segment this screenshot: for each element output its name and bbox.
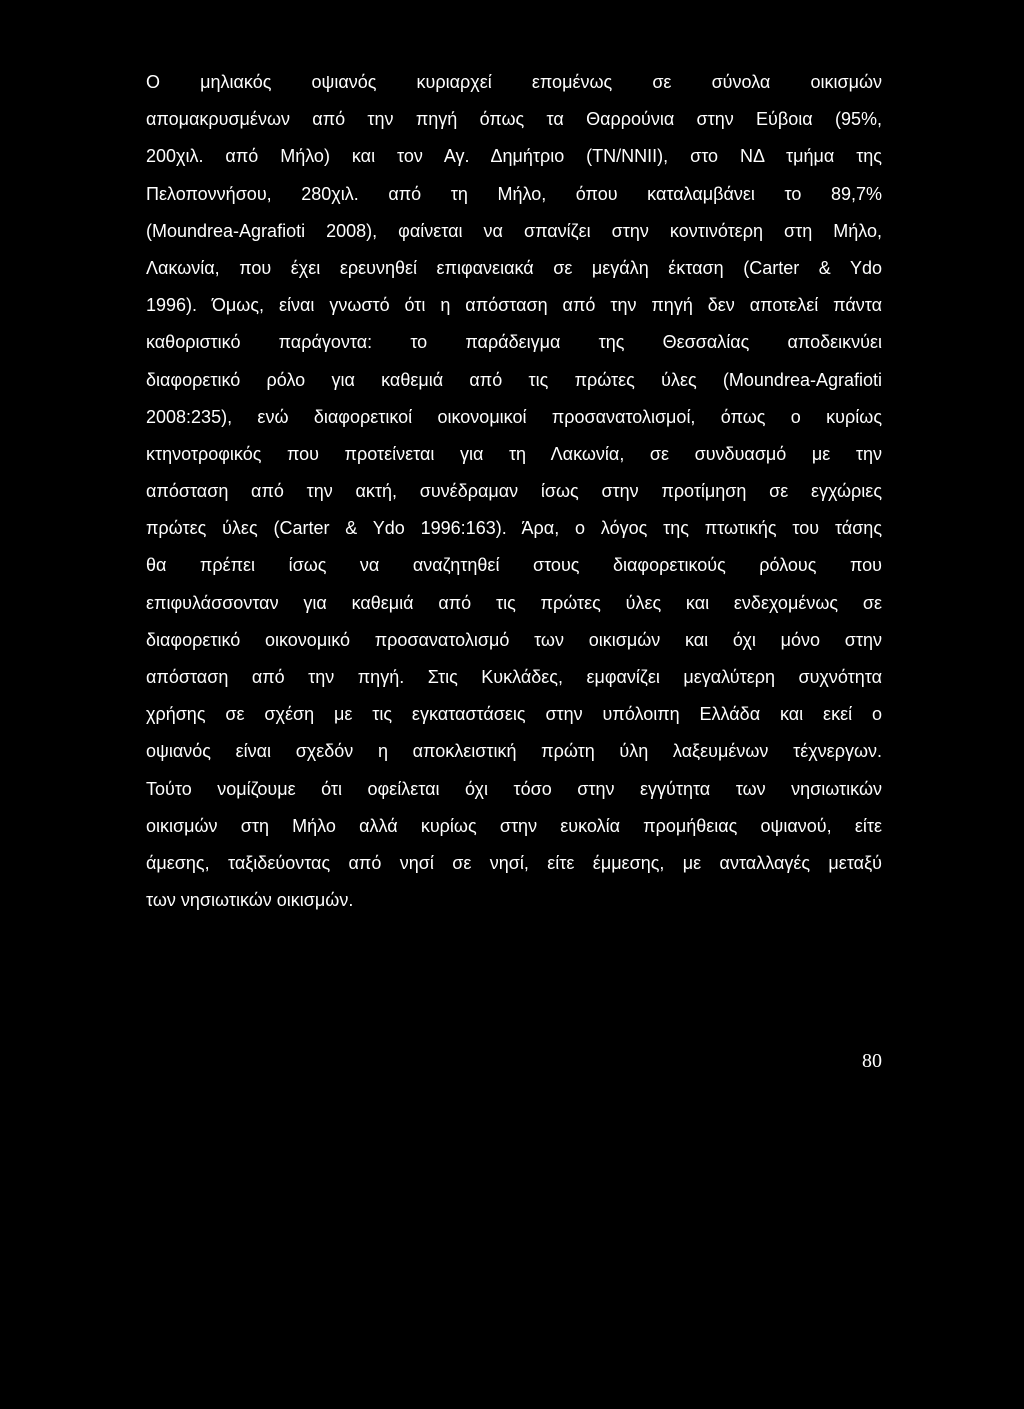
text-line: διαφορετικό οικονομικό προσανατολισμό των οικισμών και όχι μόνο στην xyxy=(146,629,882,650)
text-line: άμεσης, ταξιδεύοντας από νησί σε νησί, είτε έμμεσης, με ανταλλαγές μεταξύ xyxy=(146,852,882,873)
text-line: Λακωνία, που έχει ερευνηθεί επιφανειακά σε μεγάλη έκταση (Carter & Ydo xyxy=(146,257,882,278)
text-line: 200χιλ. από Μήλο) και τον Αγ. Δημήτριο (ΤΝ/ΝΝΙΙ), στο ΝΔ τμήμα της xyxy=(146,146,882,167)
text-line: απόσταση από την ακτή, συνέδραμαν ίσως στην προτίμηση σε εγχώριες xyxy=(146,481,882,502)
text-line: κτηνοτροφικός που προτείνεται για τη Λακωνία, σε συνδυασμό με την xyxy=(146,443,882,464)
text-line: χρήσης σε σχέση με τις εγκαταστάσεις στην υπόλοιπη Ελλάδα και εκεί ο xyxy=(146,704,882,725)
page-number: 80 xyxy=(862,1050,882,1072)
text-line: Πελοποννήσου, 280χιλ. από τη Μήλο, όπου καταλαμβάνει το 89,7% xyxy=(146,183,882,204)
text-line: Τούτο νομίζουμε ότι οφείλεται όχι τόσο στην εγγύτητα των νησιωτικών xyxy=(146,778,882,799)
text-line: (Moundrea-Agrafioti 2008), φαίνεται να σπανίζει στην κοντινότερη στη Μήλο, xyxy=(146,220,882,241)
text-line: θα πρέπει ίσως να αναζητηθεί στους διαφορετικούς ρόλους που xyxy=(146,555,882,576)
text-line: Ο μηλιακός οψιανός κυριαρχεί επομένως σε σύνολα οικισμών xyxy=(146,72,882,92)
text-line: οψιανός είναι σχεδόν η αποκλειστική πρώτη ύλη λαξευμένων τέχνεργων. xyxy=(146,741,882,762)
text-line-last: των νησιωτικών οικισμών. xyxy=(146,890,354,911)
text-line: διαφορετικό ρόλο για καθεμιά από τις πρώτες ύλες (Moundrea-Agrafioti xyxy=(146,369,882,390)
body-paragraph xyxy=(146,64,882,919)
text-line: καθοριστικό παράγοντα: το παράδειγμα της Θεσσαλίας αποδεικνύει xyxy=(146,332,882,353)
text-line: 2008:235), ενώ διαφορετικοί οικονομικοί προσανατολισμοί, όπως ο κυρίως xyxy=(146,406,882,427)
text-line: 1996). Όμως, είναι γνωστό ότι η απόσταση από την πηγή δεν αποτελεί πάντα xyxy=(146,295,882,316)
text-line: απομακρυσμένων από την πηγή όπως τα Θαρρούνια στην Εύβοια (95%, xyxy=(146,109,882,130)
text-line: επιφυλάσσονταν για καθεμιά από τις πρώτες ύλες και ενδεχομένως σε xyxy=(146,592,882,613)
text-line: πρώτες ύλες (Carter & Ydo 1996:163). Άρα, ο λόγος της πτωτικής του τάσης xyxy=(146,518,882,539)
text-line: οικισμών στη Μήλο αλλά κυρίως στην ευκολία προμήθειας οψιανού, είτε xyxy=(146,815,882,836)
text-line: απόσταση από την πηγή. Στις Κυκλάδες, εμφανίζει μεγαλύτερη συχνότητα xyxy=(146,667,882,687)
